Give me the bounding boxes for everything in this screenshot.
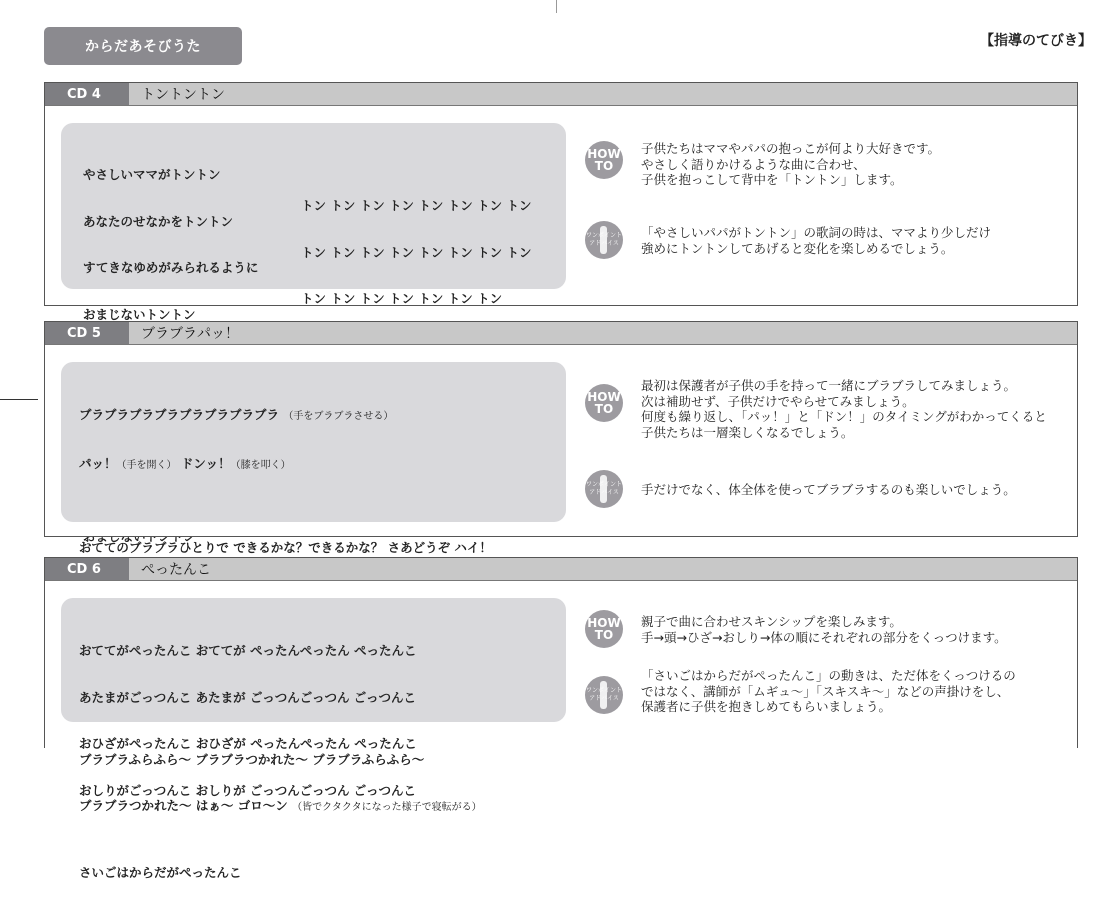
one-point-advice-icon: ワンポイント アドバイス [585,221,623,259]
lyric-line: あたまがごっつんこ あたまが ごっつんごっつん ごっつんこ [79,689,417,705]
advice-row [585,221,991,259]
howto-text: 最初は保護者が子供の手を持って一緒にブラブラしてみましょう。 次は補助せず、子供だけでやらせてみましょう。 何度も繰り返し、「パッ！」と「ドン！」のタイミングがわかってくると 子供たちは一層楽しくなるでしょう。 [641,378,1047,440]
one-point-advice-icon: ワンポイント アドバイス [585,470,623,508]
lyric-line: トン トン トン トン トン トン トン トン [301,244,532,260]
cd-number: CD 6 [45,558,129,580]
category-tab: からだあそびうた [44,27,242,65]
lyric-line: パッ！（手を開く） ドンッ！（膝を叩く） [79,455,291,471]
side-tick-mark [0,399,38,400]
song-title: トントントン [141,87,225,103]
lyric-line: おまじないトントン [83,306,196,322]
lyric-line: ブラブラふらふら～ ブラブラつかれた～ ブラブラふらふら～ [79,751,425,767]
cd-number: CD 4 [45,83,129,105]
lyrics-box [61,123,566,322]
lyric-line: トン トン トン トン トン トン トン [301,291,503,306]
lyrics-column [79,612,417,912]
one-point-advice-icon: ワンポイント アドバイス [585,676,623,714]
section-header [45,558,1077,581]
howto-text: 子供たちはママやパパの抱っこが何より大好きです。 やさしく語りかけるような曲に合わせ、 子供を抱っこして背中を「トントン」します。 [641,141,941,187]
advice-text: 「さいごはからだがぺったんこ」の動きは、ただ体をくっつけるの ではなく、講師が「ムギュ～」「スキスキ～」などの声掛けをし、 保護者に子供を抱きしめてもらいましょう。 [641,668,1016,714]
lyric-line: すてきなゆめがみられるように [83,260,259,275]
lyric-line: トン トン トン トン トン トン トン トン [301,198,532,213]
advice-text: 「やさしいパパがトントン」の歌詞の時は、ママより少しだけ 強めにトントンしてあげると変化を楽しめるでしょう。 [641,225,992,256]
howto-icon: HOW TO [585,141,623,179]
howto-icon: HOW TO [585,610,623,648]
howto-row [585,141,940,188]
advice-row [585,470,1016,508]
song-title: ぺったんこ [141,562,211,578]
section-header [45,322,1077,345]
lyric-line: おててのブラブラひとりで できるかな？できるかな？ さあどうぞ ハイ！ [79,540,492,555]
lyric-line: おててがぺったんこ おててが ぺったんぺったん ぺったんこ [79,643,417,658]
advice-row [585,668,1016,715]
howto-row [585,378,1047,440]
howto-text: 親子で曲に合わせスキンシップを楽しみます。 手→頭→ひざ→おしり→体の順にそれぞれの部分をくっつけます。 [641,614,1007,645]
lyric-line: さいごはからだがぺったんこ [79,865,242,880]
lyric-line: やさしいママがトントン [83,167,221,182]
section-header [45,83,1077,106]
lyric-line: あなたのせなかをトントン [83,213,234,229]
song-title: ブラブラパッ！ [141,326,239,342]
lyric-line: おひざがぺったんこ おひざが ぺったんぺったん ぺったんこ [79,736,417,751]
lyric-line: ブラブラつかれた～ はぁ～ ゴロ～ン （皆でクタクタになった様子で寝転がる） [79,798,482,813]
guide-label: 【指導のてびき】 [980,33,1092,49]
top-tick-mark [556,0,557,13]
section-cd4 [44,82,1078,322]
lyric-line: おしりがごっつんこ おしりが ごっつんごっつん ごっつんこ [79,782,417,798]
advice-text: 手だけでなく、体全体を使ってブラブラするのも楽しいでしょう。 [641,482,1016,497]
cd-number: CD 5 [45,322,129,344]
lyric-line: ブラブラブラブラブラブラブラブラ （手をブラブラさせる） [79,407,394,422]
howto-row [585,610,1007,648]
howto-icon: HOW TO [585,384,623,422]
